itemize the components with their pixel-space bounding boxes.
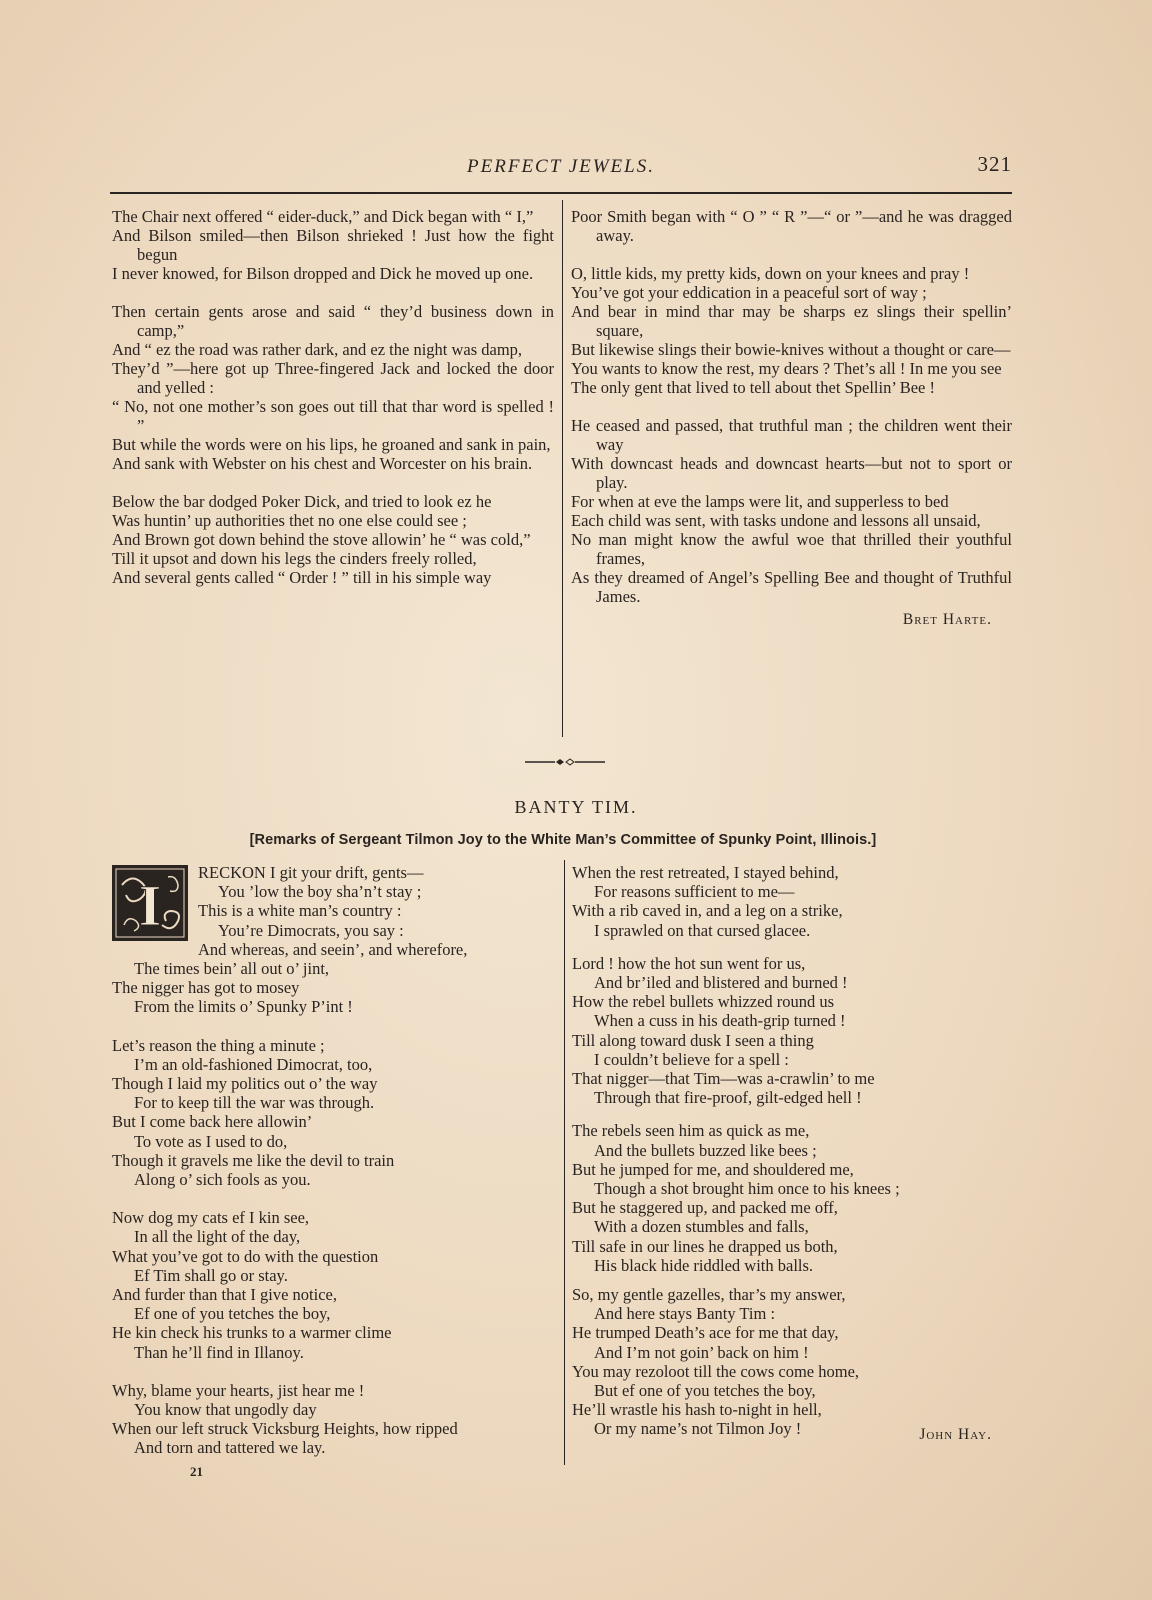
verse-line: Was huntin’ up authorities thet no one else could see ; [112, 511, 467, 530]
author-signature: John Hay. [919, 1425, 992, 1443]
running-title: PERFECT JEWELS. [467, 156, 655, 177]
verse-line: You ’low the boy sha’n’t stay ; [218, 882, 422, 902]
verse-line: From the limits o’ Spunky P’int ! [134, 997, 353, 1017]
page-header [110, 152, 1012, 182]
verse-line: Till along toward dusk I seen a thing [572, 1030, 814, 1050]
verse-line: And br’iled and blistered and burned ! [594, 973, 848, 993]
verse-line: You wants to know the rest, my dears ? Thet’s all ! In me you see [571, 359, 1002, 378]
stanza [572, 863, 1012, 940]
author-signature: Bret Harte. [902, 611, 992, 628]
column-divider [562, 200, 563, 737]
verse-line: And “ ez the road was rather dark, and ez the night was damp, [112, 340, 523, 359]
verse-line: RECKON I git your drift, gents— [198, 863, 424, 882]
verse-line: With a dozen stumbles and falls, [594, 1217, 809, 1237]
stanza [571, 264, 1012, 397]
verse-line: This is a white man’s country : [198, 901, 402, 921]
verse-line: I couldn’t believe for a spell : [594, 1049, 789, 1069]
banty-tim-right-column [572, 863, 1012, 1444]
verse-line: And furder than that I give notice, [112, 1285, 337, 1305]
page-number: 321 [977, 152, 1012, 176]
verse-line: And bear in mind thar may be sharps ez slings their spellin’ square, [571, 302, 1012, 340]
verse-line: No man might know the awful woe that thrilled their youthful frames, [571, 530, 1012, 568]
verse-line: When the rest retreated, I stayed behind, [572, 863, 839, 882]
verse-line: And the bullets buzzed like bees ; [594, 1140, 817, 1160]
poem-title: BANTY TIM. [514, 797, 638, 817]
verse-line: You know that ungodly day [134, 1400, 317, 1420]
spelling-bee-left-column [112, 207, 554, 606]
verse-line: When our left struck Vicksburg Heights, how ripped [112, 1419, 458, 1439]
verse-line: So, my gentle gazelles, thar’s my answer, [572, 1285, 846, 1305]
stanza [112, 1208, 562, 1362]
stanza [572, 1285, 1012, 1439]
verse-line: O, little kids, my pretty kids, down on your knees and pray ! [571, 264, 970, 283]
verse-line: What you’ve got to do with the question [112, 1246, 379, 1266]
verse-line: And here stays Banty Tim : [594, 1304, 776, 1324]
verse-line: And Brown got down behind the stove allowin’ he “ was cold,” [112, 530, 531, 549]
verse-line: You may rezoloot till the cows come home, [572, 1361, 860, 1381]
verse-line: And I’m not goin’ back on him ! [594, 1342, 809, 1362]
verse-line: For when at eve the lamps were lit, and supperless to bed [571, 492, 949, 511]
verse-line: Now dog my cats ef I kin see, [112, 1208, 310, 1228]
verse-line: He kin check his trunks to a warmer clime [112, 1323, 392, 1343]
verse-line: And several gents called “ Order ! ” till in his simple way [112, 568, 492, 587]
signature-mark: 21 [190, 1464, 203, 1479]
decorative-initial-icon [112, 865, 188, 941]
verse-line: Than he’ll find in Illanoy. [134, 1342, 304, 1362]
verse-line: And whereas, and seein’, and wherefore, [198, 939, 468, 959]
verse-line: The Chair next offered “ eider-duck,” and Dick began with “ I,” [112, 207, 534, 226]
verse-line: For reasons sufficient to me— [594, 882, 795, 902]
verse-line: Poor Smith began with “ O ” “ R ”—“ or ”—and he was dragged away. [571, 207, 1012, 245]
verse-line: Till it upsot and down his legs the cinders freely rolled, [112, 549, 477, 568]
verse-line: The nigger has got to mosey [112, 978, 300, 998]
poem-subtitle: [Remarks of Sergeant Tilmon Joy to the White Man’s Committee of Spunky Point, Illinois.] [249, 832, 877, 848]
verse-line: Ef one of you tetches the boy, [134, 1304, 331, 1324]
stanza [112, 1381, 562, 1458]
verse-line: Through that fire-proof, gilt-edged hell ! [594, 1088, 862, 1108]
verse-line: I never knowed, for Bilson dropped and Dick he moved up one. [112, 264, 534, 283]
verse-line: Though I laid my politics out o’ the way [112, 1074, 378, 1094]
verse-line: With downcast heads and downcast hearts—but not to sport or play. [571, 454, 1012, 492]
stanza [571, 207, 1012, 245]
dropcap-letter: I [138, 873, 162, 938]
stanza [572, 954, 1012, 1108]
ornament-divider [525, 756, 605, 768]
verse-line: But while the words were on his lips, he groaned and sank in pain, [112, 435, 551, 454]
verse-line: How the rebel bullets whizzed round us [572, 992, 835, 1012]
verse-line: And torn and tattered we lay. [134, 1438, 326, 1458]
verse-line: He ceased and passed, that truthful man ; the children went their way [571, 416, 1012, 454]
verse-line: But he staggered up, and packed me off, [572, 1198, 838, 1218]
verse-line: The only gent that lived to tell about thet Spellin’ Bee ! [571, 378, 935, 397]
verse-line: To vote as I used to do, [134, 1131, 288, 1151]
verse-line: He’ll wrastle his hash to-night in hell, [572, 1400, 822, 1420]
verse-line: The rebels seen him as quick as me, [572, 1121, 810, 1141]
verse-line: I sprawled on that cursed glacee. [594, 920, 811, 940]
verse-line: Why, blame your hearts, jist hear me ! [112, 1380, 365, 1400]
verse-line: And Bilson smiled—then Bilson shrieked ! Just how the fight begun [112, 226, 554, 264]
verse-line: With a rib caved in, and a leg on a strike, [572, 901, 843, 921]
stanza [112, 1036, 562, 1190]
verse-line: That nigger—that Tim—was a-crawlin’ to me [572, 1069, 875, 1089]
spelling-bee-right-column [571, 207, 1012, 629]
banty-tim-left-column [112, 863, 562, 1477]
verse-line: “ No, not one mother’s son goes out till that thar word is spelled ! ” [112, 397, 554, 435]
verse-line: And sank with Webster on his chest and Worcester on his brain. [112, 454, 533, 473]
verse-line: Along o’ sich fools as you. [134, 1170, 311, 1190]
stanza [571, 416, 1012, 606]
verse-line: For to keep till the war was through. [134, 1093, 375, 1113]
stanza [572, 1121, 1012, 1275]
verse-line: His black hide riddled with balls. [594, 1255, 814, 1275]
verse-line: But ef one of you tetches the boy, [594, 1381, 816, 1401]
stanza [112, 207, 554, 283]
stanza [112, 492, 554, 587]
verse-line: In all the light of the day, [134, 1227, 301, 1247]
verse-line: I’m an old-fashioned Dimocrat, too, [134, 1054, 373, 1074]
verse-line: When a cuss in his death-grip turned ! [594, 1011, 846, 1031]
verse-line: But likewise slings their bowie-knives without a thought or care— [571, 340, 1011, 359]
verse-line: Each child was sent, with tasks undone and lessons all unsaid, [571, 511, 981, 530]
verse-line: Below the bar dodged Poker Dick, and tried to look ez he [112, 492, 492, 511]
verse-line: Or my name’s not Tilmon Joy ! [594, 1419, 802, 1439]
header-rule [110, 192, 1012, 194]
verse-line: He trumped Death’s ace for me that day, [572, 1323, 839, 1343]
verse-line: They’d ”—here got up Three-fingered Jack and locked the door and yelled : [112, 359, 554, 397]
stanza [112, 302, 554, 473]
verse-line: Though a shot brought him once to his knees ; [594, 1179, 900, 1199]
verse-line: Till safe in our lines he drapped us both, [572, 1236, 838, 1256]
verse-line: You’ve got your eddication in a peaceful sort of way ; [571, 283, 927, 302]
verse-line: Though it gravels me like the devil to train [112, 1150, 395, 1170]
verse-line: As they dreamed of Angel’s Spelling Bee and thought of Truthful James. [571, 568, 1012, 606]
verse-line: Lord ! how the hot sun went for us, [572, 953, 806, 973]
column-divider [564, 860, 565, 1465]
verse-line: Then certain gents arose and said “ they’d business down in camp,” [112, 302, 554, 340]
verse-line: Let’s reason the thing a minute ; [112, 1035, 325, 1055]
verse-line: But he jumped for me, and shouldered me, [572, 1159, 854, 1179]
verse-line: Ef Tim shall go or stay. [134, 1265, 288, 1285]
verse-line: But I come back here allowin’ [112, 1112, 313, 1132]
verse-line: You’re Dimocrats, you say : [218, 920, 404, 940]
verse-line: The times bein’ all out o’ jint, [134, 959, 330, 979]
